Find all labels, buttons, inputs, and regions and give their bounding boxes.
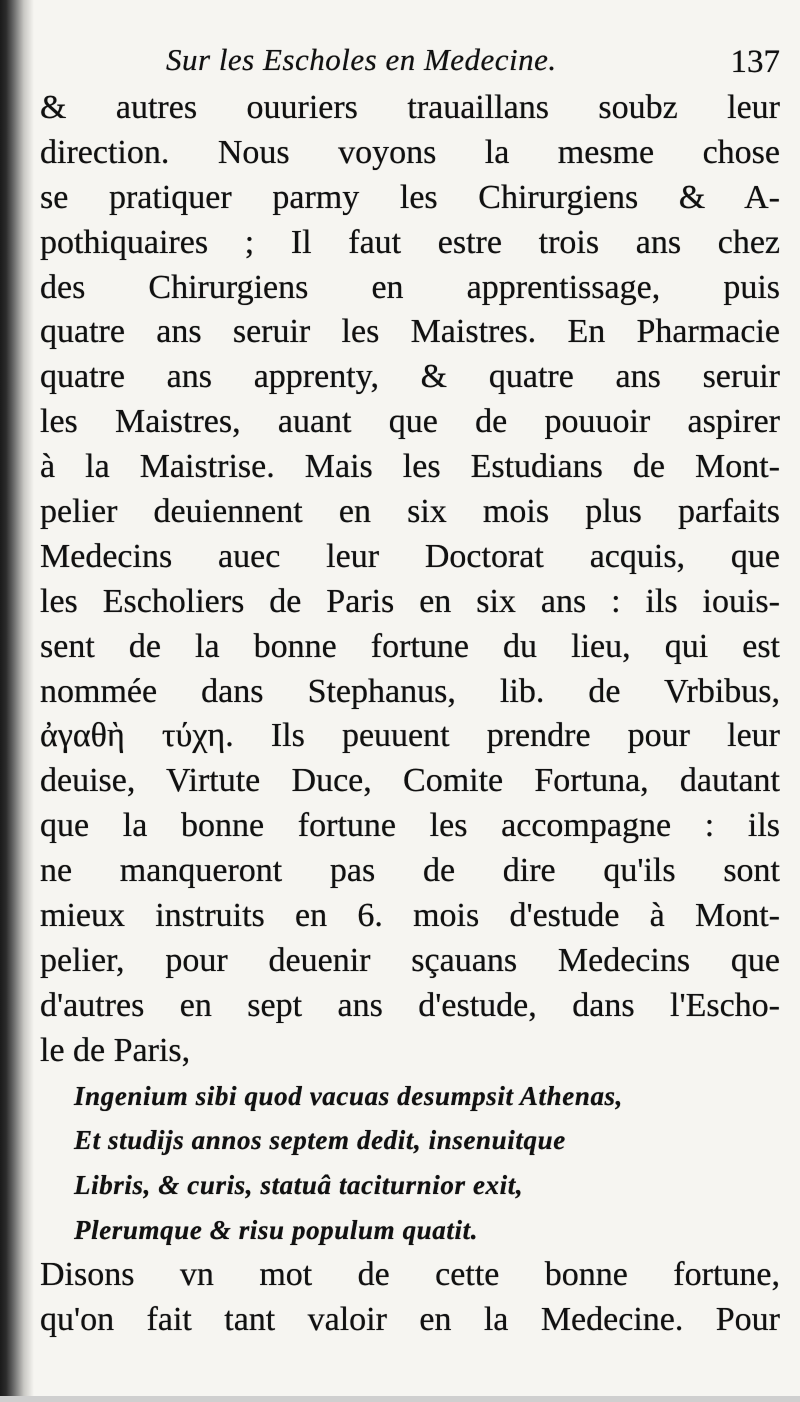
running-title: Sur les Escholes en Medecine. [166, 42, 557, 77]
text-line: pelier deuiennent en six mois plus parfaits [40, 493, 780, 531]
text-line: d'autres en sept ans d'estude, dans l'Escho- [40, 986, 780, 1024]
text-line: ne manqueront pas de dire qu'ils sont [40, 852, 780, 890]
page-bottom-edge [0, 1396, 800, 1402]
text-line: quatre ans apprenty, & quatre ans seruir [40, 358, 780, 396]
text-line: les Escholiers de Paris en six ans : ils iouis- [40, 582, 780, 620]
text-line: & autres ouuriers trauaillans soubz leur [40, 89, 780, 126]
text-line: se pratiquer parmy les Chirurgiens & A- [40, 178, 780, 216]
text-line: quatre ans seruir les Maistres. En Pharmacie [40, 313, 780, 351]
verse-line: Libris, & curis, statuâ taciturnior exit, [74, 1170, 524, 1201]
text-line: deuise, Virtute Duce, Comite Fortuna, dautant [40, 762, 780, 800]
text-line: pothiquaires ; Il faut estre trois ans chez [40, 223, 780, 261]
verse-line: Et studijs annos septem dedit, insenuitque [74, 1125, 566, 1156]
text-line: nommée dans Stephanus, lib. de Vrbibus, [40, 672, 780, 710]
text-line: mieux instruits en 6. mois d'estude à Mont- [40, 897, 780, 935]
text-line: Disons vn mot de cette bonne fortune, [40, 1256, 780, 1294]
text-line: les Maistres, auant que de pouuoir aspirer [40, 403, 780, 441]
text-line: le de Paris, [40, 1031, 191, 1069]
verse-line: Plerumque & risu populum quatit. [74, 1215, 479, 1246]
binding-shadow [0, 0, 34, 1402]
page-number: 137 [730, 44, 780, 80]
text-line: sent de la bonne fortune du lieu, qui est [40, 627, 780, 665]
text-line: Medecins auec leur Doctorat acquis, que [40, 537, 780, 575]
body-text [40, 86, 780, 1343]
verse-line: Ingenium sibi quod vacuas desumpsit Athenas, [74, 1080, 624, 1111]
text-line: qu'on fait tant valoir en la Medecine. Pour [40, 1301, 780, 1339]
text-line: des Chirurgiens en apprentissage, puis [40, 268, 780, 306]
page-header [40, 42, 780, 92]
text-line: à la Maistrise. Mais les Estudians de Mont- [40, 448, 780, 486]
text-line: que la bonne fortune les accompagne : ils [40, 807, 780, 845]
text-line: direction. Nous voyons la mesme chose [40, 133, 780, 171]
text-line: pelier, pour deuenir sçauans Medecins que [40, 941, 780, 979]
text-line: ἀγαθὴ τύχη. Ils peuuent prendre pour leur [40, 717, 780, 755]
